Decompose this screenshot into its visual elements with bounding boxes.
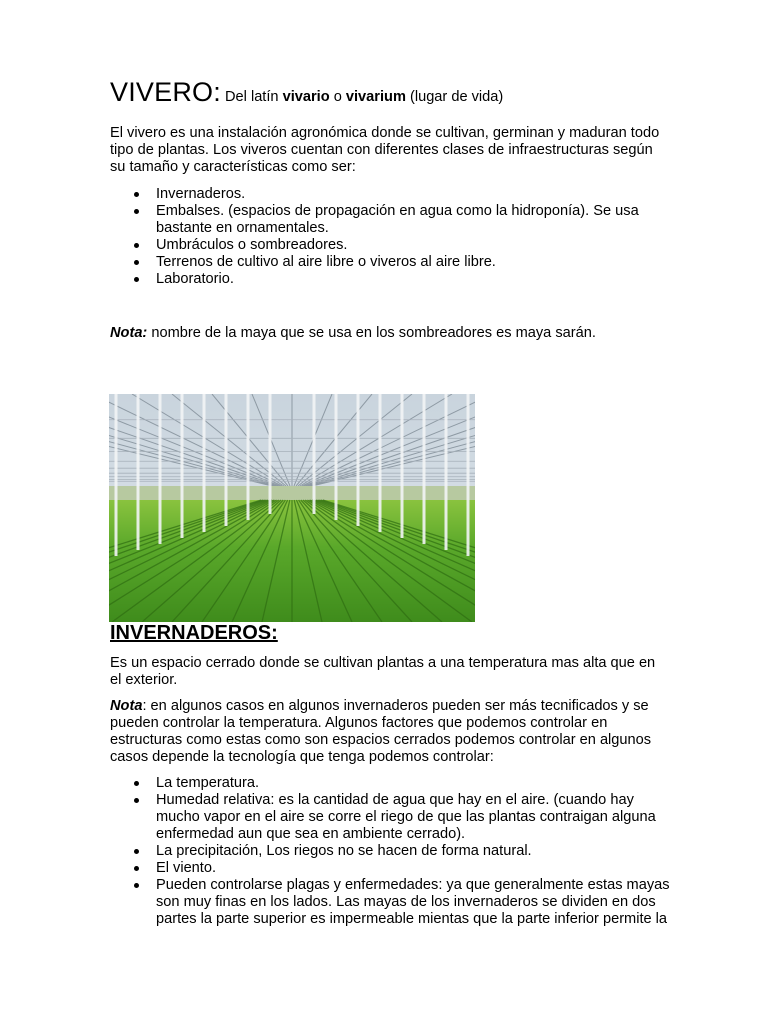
note2-paragraph bbox=[110, 698, 670, 766]
note-paragraph bbox=[110, 325, 670, 342]
list-item: Pueden controlarse plagas y enfermedades: ya que generalmente estas mayas son muy finas en los lados. Las mayas de los invernaderos se dividen en dos partes la parte superior es impermeable mientas que la parte inferior permite la bbox=[110, 877, 670, 928]
list-item: Humedad relativa: es la cantidad de agua que hay en el aire. (cuando hay mucho vapor en el aire se corre el riego de que las plantas contraigan alguna enfermedad aun que sea en ambiente cerrado). bbox=[110, 792, 670, 843]
intro-paragraph: El vivero es una instalación agronómica donde se cultivan, germinan y maduran todo tipo de plantas. Los viveros cuentan con diferentes clases de infraestructuras según su tamaño y características como ser: bbox=[110, 125, 660, 175]
title-pre: Del latín bbox=[225, 89, 283, 105]
list-item: La precipitación, Los riegos no se hacen de forma natural. bbox=[110, 843, 670, 860]
title-post: (lugar de vida) bbox=[405, 89, 504, 105]
title-main: VIVERO: bbox=[110, 77, 221, 107]
title-subtitle bbox=[225, 89, 503, 105]
list-item: Embalses. (espacios de propagación en agua como la hidroponía). Se usa bastante en ornamentales. bbox=[110, 203, 670, 237]
list-item: Umbráculos o sombreadores. bbox=[110, 237, 670, 254]
support-post bbox=[115, 394, 118, 556]
far-wall bbox=[109, 486, 475, 500]
title-word-vivarium: vivarium bbox=[345, 89, 406, 105]
greenhouse-photo bbox=[109, 394, 475, 622]
greenhouse-image bbox=[109, 394, 475, 622]
list-item: El viento. bbox=[110, 860, 670, 877]
support-post bbox=[269, 394, 272, 514]
list-item: Invernaderos. bbox=[110, 186, 670, 203]
support-post bbox=[203, 394, 206, 532]
support-post bbox=[335, 394, 338, 520]
support-post bbox=[357, 394, 360, 526]
support-post bbox=[445, 394, 448, 550]
list-item: Terrenos de cultivo al aire libre o viveros al aire libre. bbox=[110, 254, 670, 271]
support-post bbox=[423, 394, 426, 544]
infrastructure-list bbox=[110, 186, 670, 288]
note-text: nombre de la maya que se usa en los sombreadores es maya sarán. bbox=[147, 325, 596, 341]
support-post bbox=[225, 394, 228, 526]
title-word-vivario: vivario bbox=[282, 89, 330, 105]
document-title bbox=[110, 77, 504, 107]
section-heading-invernaderos: INVERNADEROS: bbox=[110, 622, 278, 644]
support-post bbox=[379, 394, 382, 532]
support-post bbox=[137, 394, 140, 550]
note-label: Nota: bbox=[110, 325, 148, 341]
note2-text: : en algunos casos en algunos invernaderos pueden ser más tecnificados y se pueden controlar la temperatura. Algunos factores que podemos controlar en estructuras como estas como son espacios cerrados podemos controlar en algunos casos depende la tecnología que tenga podemos controlar: bbox=[110, 698, 652, 765]
support-post bbox=[247, 394, 250, 520]
support-post bbox=[313, 394, 316, 514]
note2-label: Nota bbox=[110, 698, 143, 714]
list-item: La temperatura. bbox=[110, 775, 670, 792]
title-conj: o bbox=[329, 89, 346, 105]
list-item: Laboratorio. bbox=[110, 271, 670, 288]
support-post bbox=[467, 394, 470, 556]
factors-list bbox=[110, 775, 670, 928]
definition-paragraph: Es un espacio cerrado donde se cultivan plantas a una temperatura mas alta que en el exterior. bbox=[110, 655, 656, 688]
support-post bbox=[401, 394, 404, 538]
support-post bbox=[181, 394, 184, 538]
support-post bbox=[159, 394, 162, 544]
